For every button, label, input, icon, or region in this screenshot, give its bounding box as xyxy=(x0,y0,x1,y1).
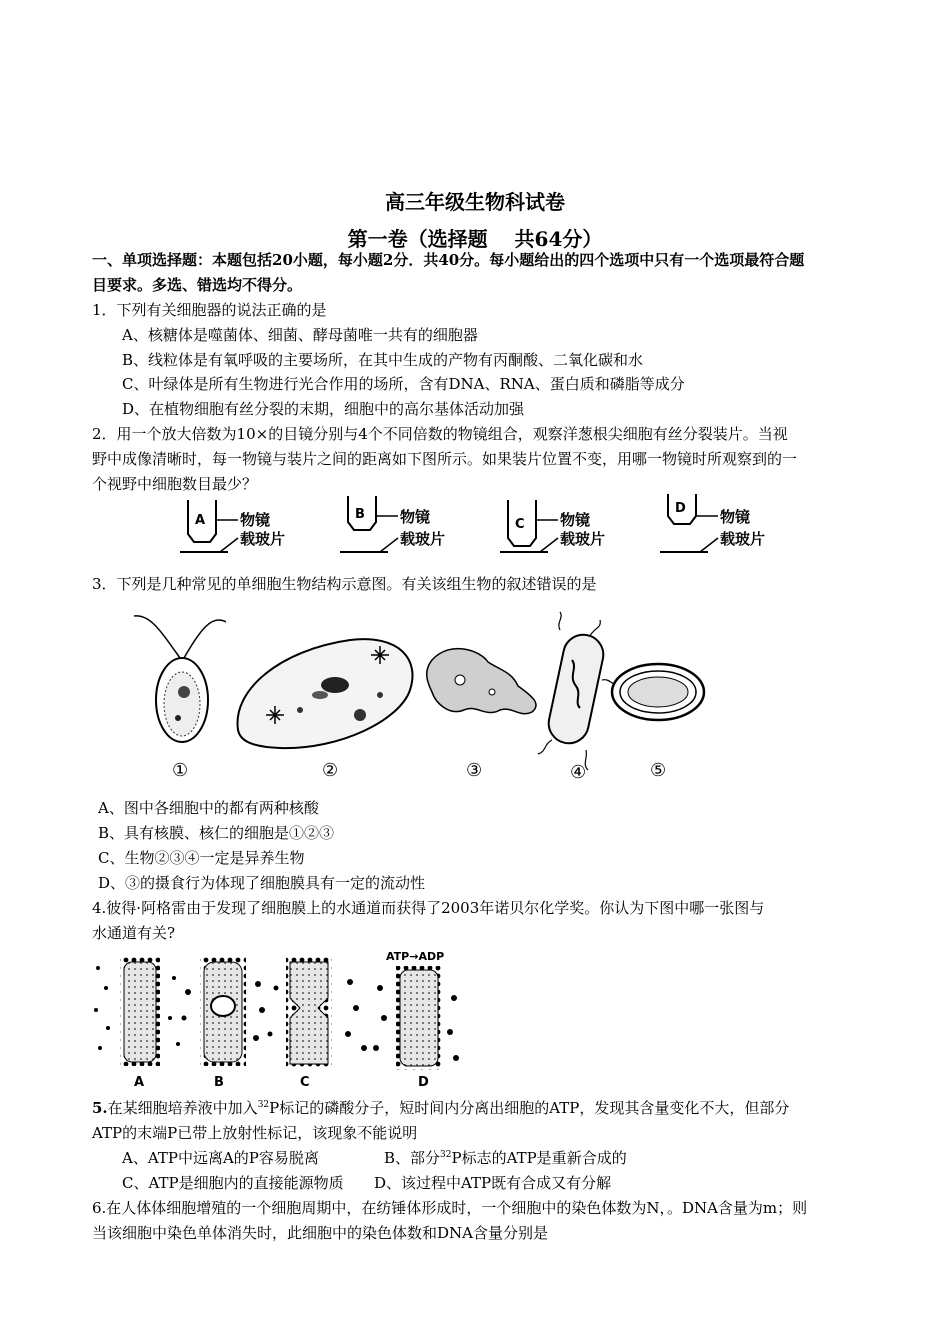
question-1-option-a: A、核糖体是噬菌体、细菌、酵母菌唯一共有的细胞器 xyxy=(122,326,478,344)
organism-4-drawing xyxy=(538,612,618,770)
membrane-a xyxy=(94,956,180,1066)
organism-label-5: ⑤ xyxy=(650,760,667,781)
question-1-option-d: D、在植物细胞有丝分裂的末期，细胞中的高尔基体活动加强 xyxy=(122,400,525,418)
question-5-text-b: P标记的磷酸分子，短时间内分离出细胞的ATP，发现其含量变化不大，但部分 xyxy=(269,1099,790,1117)
membrane-label-c: C xyxy=(300,1075,310,1090)
question-5-number: 5. xyxy=(92,1099,108,1117)
organism-label-3: ③ xyxy=(466,760,483,781)
question-3-option-a: A、图中各细胞中的都有两种核酸 xyxy=(98,799,319,817)
objective-c xyxy=(500,500,605,552)
question-5-option-b-text-b: P标志的ATP是重新合成的 xyxy=(451,1149,627,1167)
question-4-line-1: 4.彼得·阿格雷由于发现了细胞膜上的水通道而获得了2003年诺贝尔化学奖。你认为下图中哪一张图与 xyxy=(92,899,765,917)
membrane-c xyxy=(268,956,368,1068)
question-6-line-1: 6.在人体体细胞增殖的一个细胞周期中，在纺锤体形成时，一个细胞中的染色体数为N，。DNA含量为m；则 xyxy=(92,1199,808,1217)
question-5-option-a: A、ATP中远离A的P容易脱离 xyxy=(122,1149,319,1167)
question-2-line-1: 2．用一个放大倍数为10×的目镜分别与4个不同倍数的物镜组合，观察洋葱根尖细胞有丝分裂装片。当视 xyxy=(92,425,788,443)
organism-5-drawing xyxy=(612,664,704,720)
objective-c-letter: C xyxy=(515,517,525,532)
objective-a xyxy=(180,500,285,552)
objective-b-letter: B xyxy=(355,507,365,522)
question-5-option-c: C、ATP是细胞内的直接能源物质 xyxy=(122,1174,344,1192)
question-1-option-b: B、线粒体是有氧呼吸的主要场所，在其中生成的产物有丙酮酸、二氧化碳和水 xyxy=(122,351,644,369)
single-cell-organisms-figure xyxy=(120,600,720,790)
section-instructions-line-2: 目要求。多选、错选均不得分。 xyxy=(92,276,303,294)
question-3-option-b: B、具有核膜、核仁的细胞是①②③ xyxy=(98,824,335,842)
question-1-option-c: C、叶绿体是所有生物进行光合作用的场所，含有DNA、RNA、蛋白质和磷脂等成分 xyxy=(122,375,685,393)
membrane-d xyxy=(373,950,459,1070)
membrane-transport-figure xyxy=(90,948,470,1092)
organism-3-drawing xyxy=(427,649,536,714)
objective-d-label: 物镜 xyxy=(720,508,751,526)
membrane-b xyxy=(182,956,266,1066)
question-3-option-d: D、③的摄食行为体现了细胞膜具有一定的流动性 xyxy=(98,874,426,892)
question-3-stem: 3．下列是几种常见的单细胞生物结构示意图。有关该组生物的叙述错误的是 xyxy=(92,575,597,593)
question-2-line-2: 野中成像清晰时，每一物镜与装片之间的距离如下图所示。如果装片位置不变，用哪一物镜时所观察到的一 xyxy=(92,450,798,468)
question-5-option-d: D、该过程中ATP既有合成又有分解 xyxy=(374,1174,612,1192)
objective-d-letter: D xyxy=(675,501,686,516)
question-5-line-1 xyxy=(92,1096,789,1120)
question-5-text-a: 在某细胞培养液中加入 xyxy=(107,1099,258,1117)
organism-1-drawing xyxy=(134,616,226,742)
question-5-option-b xyxy=(384,1146,627,1170)
question-1-stem: 1．下列有关细胞器的说法正确的是 xyxy=(92,301,327,319)
membrane-label-a: A xyxy=(134,1075,145,1090)
slide-b-label: 载玻片 xyxy=(400,530,446,548)
part-title: 第一卷（选择题 共64分） xyxy=(347,227,603,251)
section-instructions-line-1: 一、单项选择题：本题包括20小题，每小题2分．共40分。每小题给出的四个选项中只有一个选项最符合题 xyxy=(92,251,805,269)
objective-b-label: 物镜 xyxy=(400,508,431,526)
slide-a-label: 载玻片 xyxy=(240,530,286,548)
objective-a-label: 物镜 xyxy=(240,511,271,529)
page-title: 高三年级生物科试卷 xyxy=(385,190,565,214)
membrane-label-b: B xyxy=(214,1075,224,1090)
question-5-option-b-text-a: B、部分 xyxy=(384,1149,441,1167)
question-6-line-2: 当该细胞中染色单体消失时，此细胞中的染色体数和DNA含量分别是 xyxy=(92,1224,548,1242)
question-4-line-2: 水通道有关? xyxy=(92,924,176,942)
organism-label-4: ④ xyxy=(570,762,587,783)
organism-label-2: ② xyxy=(322,760,339,781)
question-5-line-2: ATP的末端P已带上放射性标记，该现象不能说明 xyxy=(92,1124,418,1142)
organism-label-1: ① xyxy=(172,760,189,781)
question-5-option-b-sup: 32 xyxy=(440,1150,452,1160)
question-2-line-3: 个视野中细胞数目最少？ xyxy=(92,475,258,493)
objective-d xyxy=(660,494,765,552)
objective-b xyxy=(340,496,445,552)
slide-d-label: 载玻片 xyxy=(720,530,766,548)
atp-adp-label: ATP→ADP xyxy=(386,950,445,963)
objective-lens-figure xyxy=(170,492,790,562)
objective-c-label: 物镜 xyxy=(560,511,591,529)
question-5-sup: 32 xyxy=(257,1100,270,1110)
organism-2-drawing xyxy=(237,639,412,748)
slide-c-label: 载玻片 xyxy=(560,530,606,548)
question-3-option-c: C、生物②③④一定是异养生物 xyxy=(98,849,305,867)
objective-a-letter: A xyxy=(195,513,206,528)
membrane-label-d: D xyxy=(418,1075,429,1090)
